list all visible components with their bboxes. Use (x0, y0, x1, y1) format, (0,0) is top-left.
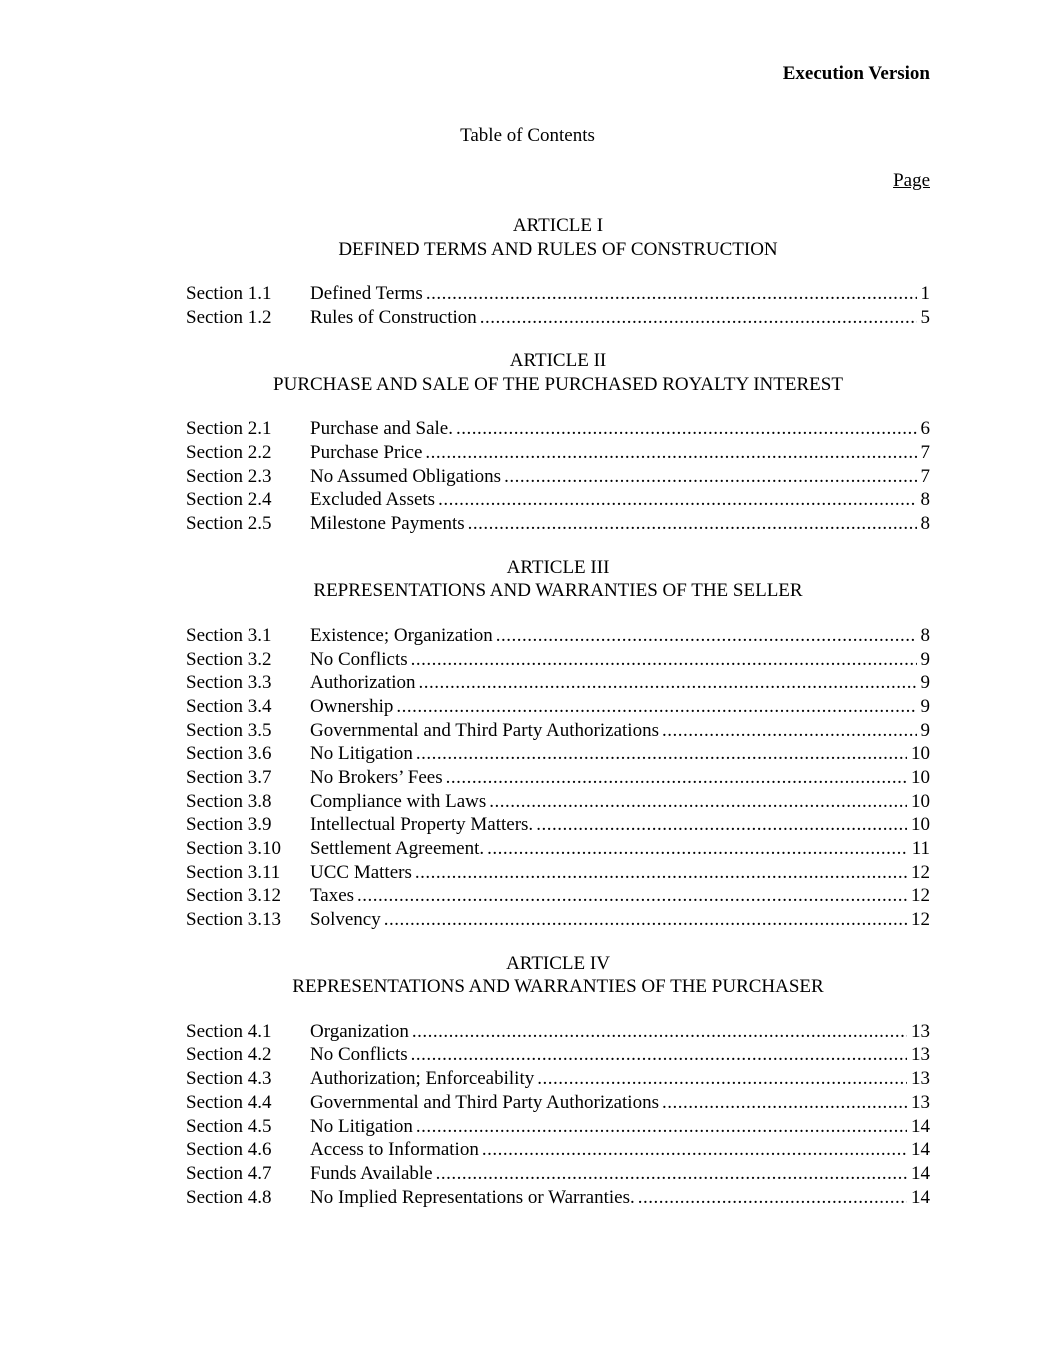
article-title: REPRESENTATIONS AND WARRANTIES OF THE SELLER (313, 580, 803, 602)
dot-leader (487, 837, 908, 861)
dot-leader (426, 282, 917, 306)
section-title: Governmental and Third Party Authorizations (310, 1091, 659, 1113)
toc-entry[interactable] (186, 282, 930, 306)
section-number: Section 3.4 (186, 695, 272, 717)
section-title: Governmental and Third Party Authorizations (310, 719, 659, 741)
article-heading (186, 952, 930, 999)
section-number: Section 2.3 (186, 465, 272, 487)
toc-entry[interactable] (186, 488, 930, 512)
section-number: Section 3.8 (186, 790, 272, 812)
toc-entry[interactable] (186, 624, 930, 648)
section-page: 13 (911, 1044, 930, 1066)
dot-leader (412, 1020, 907, 1044)
section-page: 14 (911, 1139, 930, 1161)
section-title: Purchase Price (310, 442, 423, 464)
section-page: 1 (920, 283, 930, 304)
section-number: Section 3.10 (186, 838, 281, 859)
section-page: 9 (920, 719, 930, 741)
dot-leader (480, 306, 917, 330)
section-page: 8 (920, 513, 930, 535)
section-title: Purchase and Sale. (310, 418, 453, 440)
section-page: 10 (911, 814, 930, 836)
section-title: UCC Matters (310, 861, 412, 883)
toc-articles (186, 214, 930, 1229)
dot-leader (416, 1115, 907, 1139)
section-page: 14 (911, 1162, 930, 1184)
toc-entry[interactable] (186, 1162, 930, 1186)
toc-entry[interactable] (186, 908, 930, 932)
toc-entry[interactable] (186, 790, 930, 814)
dot-leader (638, 1186, 907, 1210)
section-title: No Litigation (310, 1115, 413, 1137)
section-page: 10 (911, 743, 930, 765)
toc-entry[interactable] (186, 719, 930, 743)
toc-entry[interactable] (186, 465, 930, 489)
toc-entry[interactable] (186, 1067, 930, 1091)
article-title: PURCHASE AND SALE OF THE PURCHASED ROYALTY INTEREST (273, 373, 843, 395)
dot-leader (436, 1162, 907, 1186)
section-number: Section 1.2 (186, 306, 272, 328)
dot-leader (496, 624, 917, 648)
toc-entry[interactable] (186, 648, 930, 672)
section-title: No Conflicts (310, 648, 408, 670)
section-number: Section 2.4 (186, 489, 272, 511)
dot-leader (489, 790, 907, 814)
section-page: 5 (920, 306, 930, 328)
article-1 (186, 214, 930, 329)
toc-entry[interactable] (186, 884, 930, 908)
dot-leader (482, 1138, 907, 1162)
section-title: Defined Terms (310, 283, 423, 304)
toc-entry[interactable] (186, 1186, 930, 1210)
toc-entry[interactable] (186, 1043, 930, 1067)
toc-entry[interactable] (186, 837, 930, 861)
toc-entry[interactable] (186, 695, 930, 719)
dot-leader (396, 695, 916, 719)
dot-leader (411, 1043, 907, 1067)
section-number: Section 3.13 (186, 909, 281, 931)
section-title: Intellectual Property Matters. (310, 814, 534, 836)
section-page: 12 (911, 909, 930, 931)
article-title: DEFINED TERMS AND RULES OF CONSTRUCTION (338, 238, 778, 260)
article-heading (186, 349, 930, 396)
section-page: 6 (920, 418, 930, 440)
section-title: Access to Information (310, 1139, 479, 1161)
toc-entry[interactable] (186, 306, 930, 330)
section-number: Section 2.2 (186, 442, 272, 464)
section-page: 14 (911, 1186, 930, 1208)
section-title: Authorization; Enforceability (310, 1068, 535, 1090)
toc-entry[interactable] (186, 441, 930, 465)
section-number: Section 3.11 (186, 861, 281, 883)
section-title: Organization (310, 1020, 409, 1042)
article-heading (186, 214, 930, 261)
page-column-heading: Page (893, 170, 930, 191)
dot-leader (468, 512, 917, 536)
section-number: Section 4.6 (186, 1139, 272, 1161)
section-title: No Assumed Obligations (310, 465, 502, 487)
section-page: 7 (920, 465, 930, 487)
toc-entry[interactable] (186, 742, 930, 766)
section-number: Section 3.1 (186, 624, 272, 646)
article-number: ARTICLE III (506, 556, 610, 578)
section-page: 9 (920, 695, 930, 717)
toc-entry[interactable] (186, 1091, 930, 1115)
section-number: Section 4.1 (186, 1020, 272, 1042)
article-4 (186, 952, 930, 1210)
section-number: Section 3.5 (186, 719, 272, 741)
article-heading (186, 556, 930, 603)
toc-title: Table of Contents (460, 125, 595, 146)
dot-leader (662, 1091, 907, 1115)
dot-leader (411, 648, 917, 672)
section-number: Section 4.4 (186, 1091, 272, 1113)
section-title: Settlement Agreement. (310, 838, 485, 859)
toc-entry[interactable] (186, 766, 930, 790)
section-title: Authorization (310, 672, 416, 694)
toc-entry[interactable] (186, 1020, 930, 1044)
section-title: No Implied Representations or Warranties. (310, 1186, 635, 1208)
section-page: 8 (920, 624, 930, 646)
article-number: ARTICLE II (509, 350, 607, 372)
section-page: 13 (911, 1091, 930, 1113)
section-number: Section 3.6 (186, 743, 272, 765)
section-number: Section 1.1 (186, 283, 272, 304)
article-3 (186, 556, 930, 932)
dot-leader (456, 417, 917, 441)
section-title: Milestone Payments (310, 513, 465, 535)
section-number: Section 2.5 (186, 513, 272, 535)
section-title: Funds Available (310, 1162, 433, 1184)
dot-leader (419, 671, 917, 695)
section-page: 10 (911, 790, 930, 812)
dot-leader (384, 908, 907, 932)
dot-leader (537, 1067, 907, 1091)
section-number: Section 4.5 (186, 1115, 272, 1137)
section-number: Section 3.9 (186, 814, 272, 836)
section-page: 13 (911, 1068, 930, 1090)
section-number: Section 4.3 (186, 1068, 272, 1090)
section-page: 10 (911, 766, 930, 788)
toc-entry[interactable] (186, 417, 930, 441)
section-title: No Litigation (310, 743, 413, 765)
section-title: No Conflicts (310, 1044, 408, 1066)
toc-entry[interactable] (186, 1115, 930, 1139)
toc-entry[interactable] (186, 671, 930, 695)
section-page: 11 (911, 838, 930, 859)
dot-leader (416, 742, 907, 766)
section-number: Section 3.12 (186, 885, 281, 907)
toc-entry[interactable] (186, 1138, 930, 1162)
section-number: Section 2.1 (186, 418, 272, 440)
section-page: 14 (911, 1115, 930, 1137)
section-number: Section 3.2 (186, 648, 272, 670)
section-page: 12 (911, 861, 930, 883)
section-number: Section 4.2 (186, 1044, 272, 1066)
section-title: Solvency (310, 909, 381, 931)
article-2 (186, 349, 930, 535)
toc-entry[interactable] (186, 861, 930, 885)
toc-entry[interactable] (186, 813, 930, 837)
toc-entry[interactable] (186, 512, 930, 536)
dot-leader (357, 884, 907, 908)
section-title: Existence; Organization (310, 624, 493, 646)
section-page: 13 (911, 1020, 930, 1042)
section-title: Taxes (310, 885, 355, 907)
dot-leader (662, 719, 917, 743)
section-number: Section 4.7 (186, 1162, 272, 1184)
section-number: Section 3.3 (186, 672, 272, 694)
section-number: Section 3.7 (186, 766, 272, 788)
dot-leader (438, 488, 916, 512)
section-title: No Brokers’ Fees (310, 766, 443, 788)
section-number: Section 4.8 (186, 1186, 272, 1208)
section-page: 12 (911, 885, 930, 907)
section-title: Rules of Construction (310, 306, 477, 328)
section-title: Compliance with Laws (310, 790, 487, 812)
dot-leader (425, 441, 916, 465)
article-number: ARTICLE I (512, 215, 604, 236)
section-title: Excluded Assets (310, 489, 436, 511)
article-title: REPRESENTATIONS AND WARRANTIES OF THE PURCHASER (292, 976, 824, 998)
article-number: ARTICLE IV (506, 952, 610, 974)
execution-version-label: Execution Version (782, 63, 930, 84)
dot-leader (536, 813, 907, 837)
section-title: Ownership (310, 695, 394, 717)
dot-leader (415, 861, 907, 885)
dot-leader (446, 766, 907, 790)
section-page: 8 (920, 489, 930, 511)
section-page: 7 (920, 442, 930, 464)
section-page: 9 (920, 672, 930, 694)
dot-leader (504, 465, 916, 489)
section-page: 9 (920, 648, 930, 670)
